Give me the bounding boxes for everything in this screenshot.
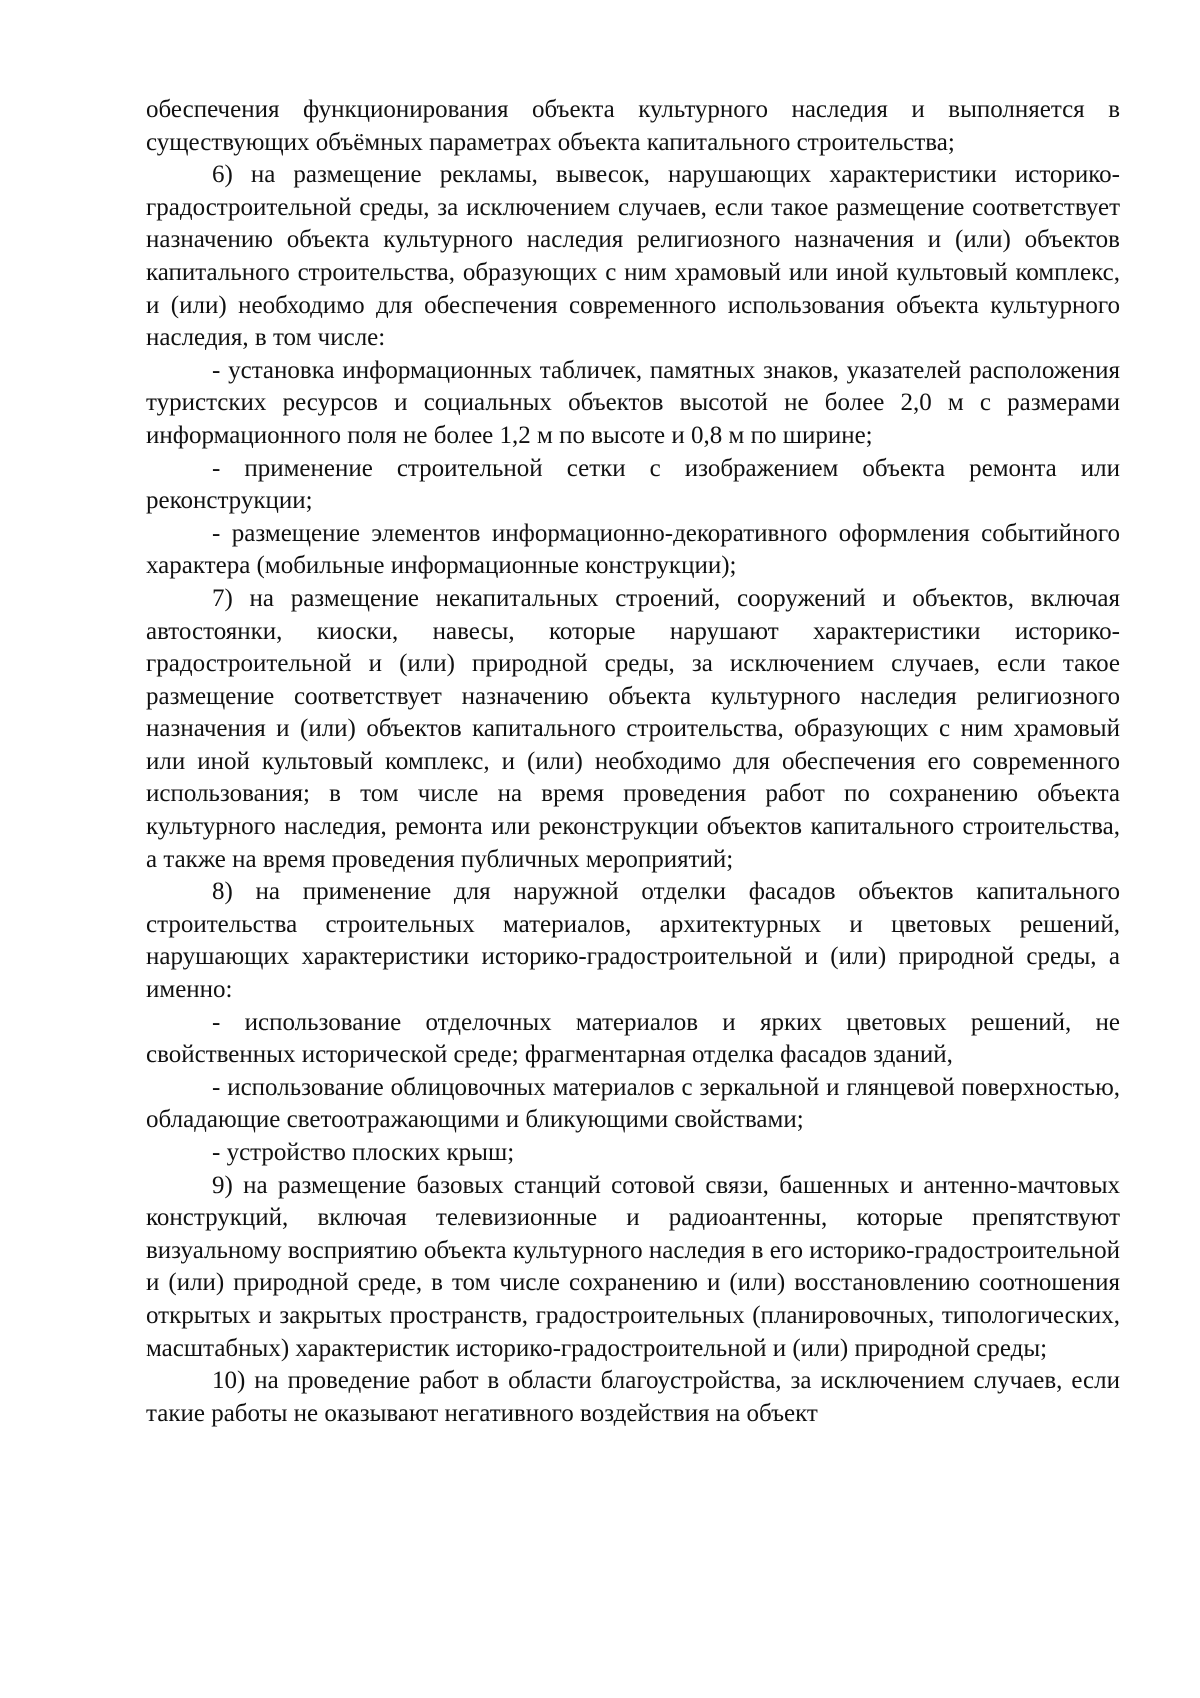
paragraph-bullet-finishing-materials: - использование отделочных материалов и ярких цветовых решений, не свойственных исторической среде; фрагментарная отделка фасадов зданий, xyxy=(146,1008,1120,1069)
paragraph-item-10: 10) на проведение работ в области благоустройства, за исключением случаев, если такие работы не оказывают негативного воздействия на объект xyxy=(146,1367,1120,1427)
paragraph-bullet-decorative-elements: - размещение элементов информационно-декоративного оформления событийного характера (мобильные информационные конструкции); xyxy=(146,519,1120,580)
document-body xyxy=(146,94,1120,1430)
paragraph-item-6: 6) на размещение рекламы, вывесок, нарушающих характеристики историко-градостроительной среды, за исключением случаев, если такое размещение соответствует назначению объекта культурного наследия религиозного назначения и (или) объектов капитального строительства, образующих с ним храмовый или иной культовый комплекс, и (или) необходимо для обеспечения современного использования объекта культурного наследия, в том числе: xyxy=(146,161,1120,352)
paragraph-bullet-cladding-materials: - использование облицовочных материалов с зеркальной и глянцевой поверхностью, обладающие светоотражающими и бликующими свойствами; xyxy=(146,1073,1120,1134)
paragraph-bullet-information-signs: - установка информационных табличек, памятных знаков, указателей расположения туристских ресурсов и социальных объектов высотой не более 2,0 м с размерами информационного поля не более 1,2 м по высоте и 0,8 м по ширине; xyxy=(146,356,1120,449)
paragraph-item-8: 8) на применение для наружной отделки фасадов объектов капитального строительства строительных материалов, архитектурных и цветовых решений, нарушающих характеристики историко-градостроительной и (или) природной среды, а именно: xyxy=(146,878,1120,1004)
paragraph-bullet-construction-mesh: - применение строительной сетки с изображением объекта ремонта или реконструкции; xyxy=(146,454,1120,515)
paragraph-bullet-flat-roofs: - устройство плоских крыш; xyxy=(212,1139,515,1166)
paragraph-item-9: 9) на размещение базовых станций сотовой связи, башенных и антенно-мачтовых конструкций, включая телевизионные и радиоантенны, которые препятствуют визуальному восприятию объекта культурного наследия в его историко-градостроительной и (или) природной среде, в том числе сохранению и (или) восстановлению соотношения открытых и закрытых пространств, градостроительных (планировочных, типологических, масштабных) характеристик историко-градостроительной и (или) природной среды; xyxy=(146,1171,1120,1362)
paragraph-item-7: 7) на размещение некапитальных строений, сооружений и объектов, включая автостоянки, киоски, навесы, которые нарушают характеристики историко-градостроительной и (или) природной среды, за исключением случаев, если такое размещение соответствует назначению объекта культурного наследия религиозного назначения и (или) объектов капитального строительства, образующих с ним храмовый или иной культовый комплекс, и (или) необходимо для обеспечения его современного использования; в том числе на время проведения работ по сохранению объекта культурного наследия, ремонта или реконструкции объектов капитального строительства, а также на время проведения публичных мероприятий; xyxy=(146,584,1120,873)
paragraph-continuation: обеспечения функционирования объекта культурного наследия и выполняется в существующих объёмных параметрах объекта капитального строительства; xyxy=(146,96,1120,156)
